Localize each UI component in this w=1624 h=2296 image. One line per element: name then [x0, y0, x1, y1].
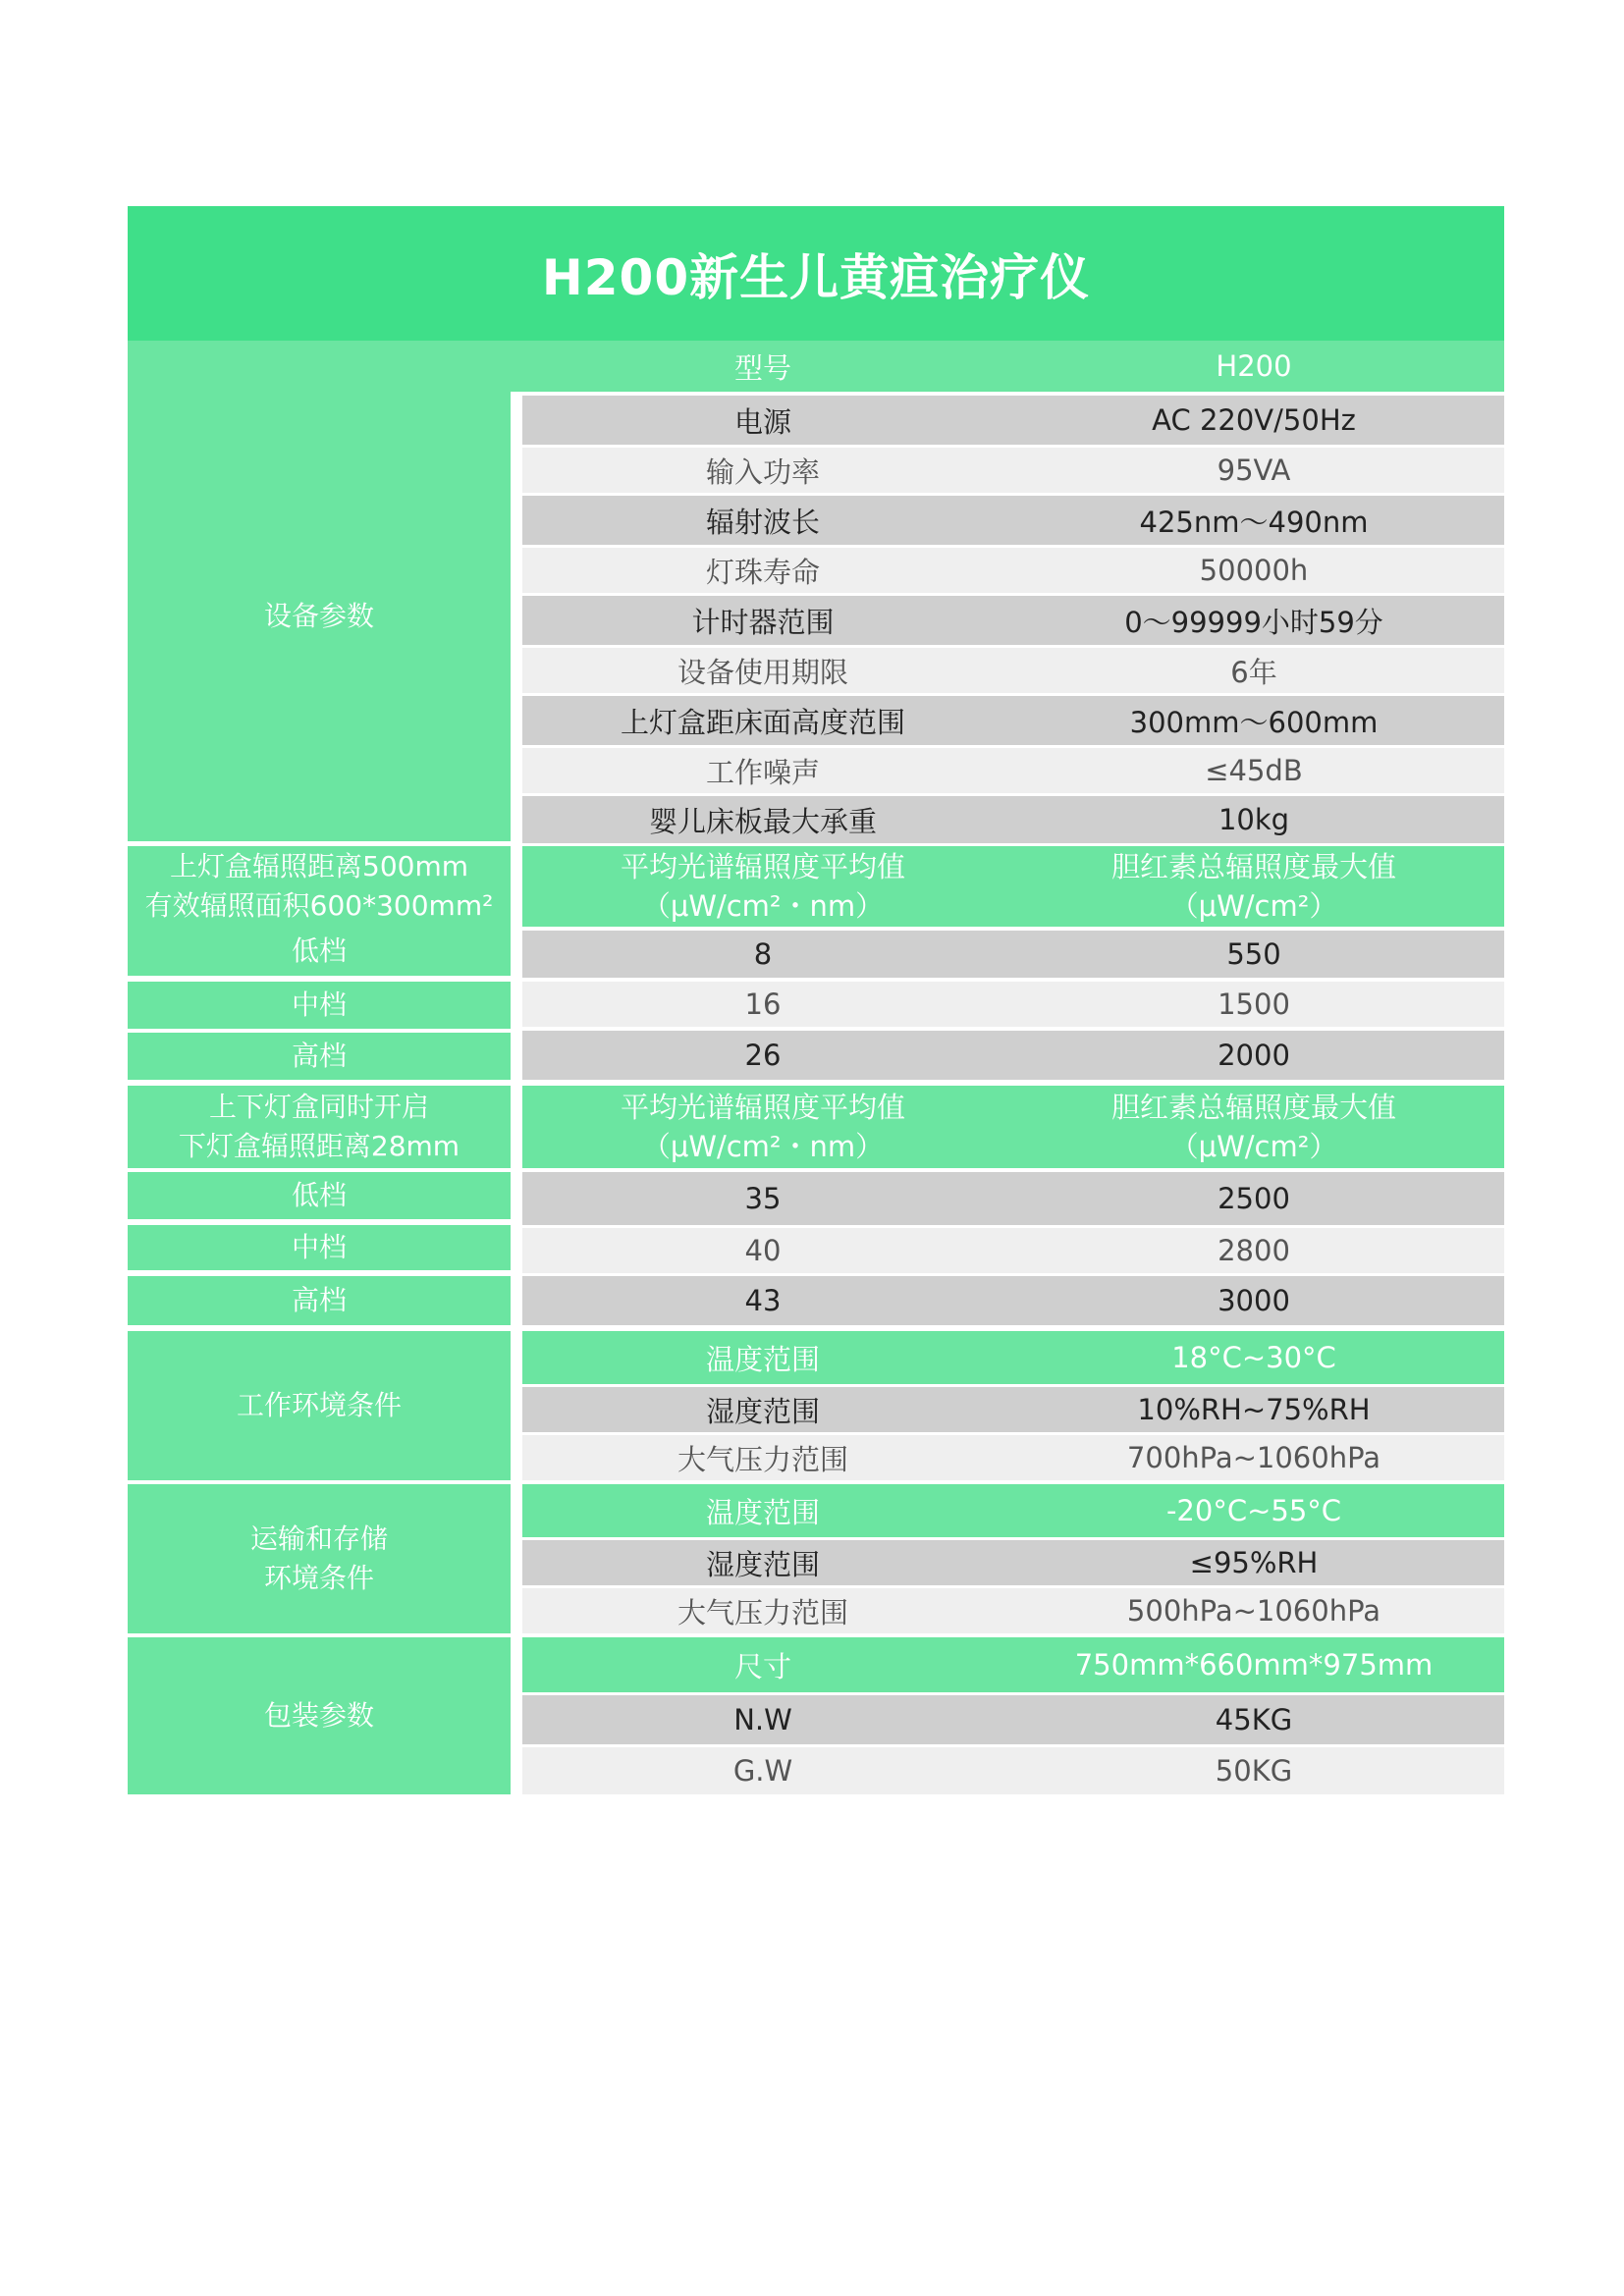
- table-row: [522, 448, 1504, 493]
- row-label: 工作噪声: [705, 755, 820, 789]
- irr2-col2-line1: 胆红素总辐照度最大值: [1110, 1091, 1396, 1124]
- row-value: 500hPa~1060hPa: [1126, 1594, 1381, 1628]
- row-label: 温度范围: [705, 1495, 820, 1529]
- row-value: 3000: [1218, 1284, 1290, 1317]
- row-value: ≤45dB: [1205, 754, 1303, 787]
- row-value: 550: [1226, 937, 1281, 971]
- row-label: 婴儿床板最大承重: [648, 804, 877, 838]
- group-device: [128, 392, 511, 841]
- table-row: [522, 1228, 1504, 1273]
- irr1-col2-line2: （μW/cm²）: [1169, 889, 1338, 923]
- page-title: H200新生儿黄疸治疗仪: [128, 206, 1504, 341]
- table-row: [522, 748, 1504, 793]
- model-label: 型号: [733, 350, 791, 385]
- level-label: 低档: [291, 1179, 347, 1211]
- spec-sheet: [128, 206, 1504, 1788]
- table-row: [522, 648, 1504, 693]
- row-value: 50KG: [1215, 1754, 1293, 1788]
- table-row: [522, 496, 1504, 545]
- row-label: N.W: [733, 1703, 792, 1736]
- table-row: [522, 1276, 1504, 1325]
- table-row: [522, 1588, 1504, 1633]
- row-label: 湿度范围: [705, 1394, 820, 1428]
- row-value: -20°C~55°C: [1165, 1494, 1342, 1527]
- row-value: 425nm～490nm: [1139, 505, 1369, 539]
- table-row: [522, 982, 1504, 1027]
- row-value: AC 220V/50Hz: [1152, 403, 1356, 437]
- row-value: 18°C~30°C: [1171, 1341, 1336, 1374]
- row-value: 700hPa~1060hPa: [1126, 1441, 1381, 1474]
- level-cell: [128, 1172, 511, 1219]
- table-row: [522, 1540, 1504, 1585]
- group-package: [128, 1637, 511, 1794]
- row-value: 6年: [1230, 655, 1277, 689]
- level-cell: [128, 1033, 511, 1080]
- row-label: 湿度范围: [705, 1547, 820, 1581]
- table-row: [522, 596, 1504, 645]
- row-value: 750mm*660mm*975mm: [1074, 1648, 1434, 1682]
- row-label: 大气压力范围: [677, 1595, 848, 1629]
- row-value: 95VA: [1217, 454, 1291, 487]
- group-irr2-line1: 上下灯盒同时开启: [208, 1091, 429, 1123]
- row-label: 辐射波长: [705, 505, 820, 539]
- model-row: [522, 341, 1504, 392]
- row-value: 40: [744, 1234, 782, 1267]
- group-transport-env: [128, 1484, 511, 1633]
- row-value: 1500: [1218, 988, 1290, 1021]
- irr2-col1-line1: 平均光谱辐照度平均值: [620, 1091, 905, 1124]
- row-value: 2000: [1218, 1039, 1290, 1072]
- irr1-header-row: [522, 846, 1504, 927]
- row-value: 0～99999小时59分: [1124, 605, 1383, 639]
- row-label: 输入功率: [705, 454, 820, 489]
- level-label: 中档: [291, 988, 347, 1021]
- row-label: 计时器范围: [691, 605, 835, 639]
- row-label: 电源: [733, 404, 791, 439]
- row-value: 10kg: [1218, 803, 1290, 836]
- row-value: 35: [744, 1182, 782, 1215]
- row-value: 300mm～600mm: [1129, 705, 1379, 739]
- irr1-col2-line1: 胆红素总辐照度最大值: [1110, 850, 1396, 883]
- irr2-col1-line2: （μW/cm²・nm）: [641, 1130, 885, 1163]
- row-value: 8: [753, 937, 773, 971]
- group-package-label: 包装参数: [263, 1699, 374, 1732]
- table-row: [522, 696, 1504, 745]
- row-label: 温度范围: [705, 1342, 820, 1376]
- group-irr2: [128, 1086, 511, 1168]
- level-label: 高档: [291, 1040, 347, 1072]
- row-label: 灯珠寿命: [705, 555, 820, 589]
- row-value: 10%RH~75%RH: [1137, 1393, 1371, 1426]
- table-row: [522, 548, 1504, 593]
- row-value: 45KG: [1215, 1703, 1293, 1736]
- table-row: [522, 396, 1504, 445]
- row-value: 16: [744, 988, 782, 1021]
- row-value: 2500: [1218, 1182, 1290, 1215]
- row-label: 设备使用期限: [677, 655, 848, 689]
- level-label: 高档: [291, 1284, 347, 1316]
- row-value: 43: [744, 1284, 782, 1317]
- row-value: 26: [744, 1039, 782, 1072]
- table-row: [522, 931, 1504, 978]
- irr2-header-row: [522, 1086, 1504, 1168]
- group-transport-line2: 环境条件: [263, 1562, 374, 1594]
- table-row: [522, 1484, 1504, 1537]
- table-row: [522, 1747, 1504, 1794]
- level-label: 中档: [291, 1231, 347, 1263]
- row-value: 50000h: [1199, 554, 1309, 587]
- group-irr2-line2: 下灯盒辐照距离28mm: [178, 1130, 460, 1162]
- table-row: [522, 796, 1504, 843]
- row-label: 尺寸: [733, 1649, 791, 1683]
- irr1-col1-line2: （μW/cm²・nm）: [641, 889, 885, 923]
- level-cell: [128, 982, 511, 1029]
- group-irr1: [128, 846, 511, 927]
- table-row: [522, 1435, 1504, 1480]
- table-row: [522, 1031, 1504, 1080]
- table-row: [522, 1331, 1504, 1384]
- table-row: [522, 1637, 1504, 1692]
- row-label: G.W: [732, 1754, 793, 1788]
- level-label: 低档: [291, 934, 347, 967]
- model-value: H200: [1216, 349, 1292, 383]
- group-work-env: [128, 1331, 511, 1480]
- row-value: ≤95%RH: [1189, 1546, 1319, 1579]
- group-transport-line1: 运输和存储: [249, 1522, 388, 1555]
- irr1-col1-line1: 平均光谱辐照度平均值: [620, 850, 905, 883]
- level-cell: [128, 1276, 511, 1325]
- row-label: 上灯盒距床面高度范围: [620, 705, 905, 739]
- group-device-label: 设备参数: [263, 600, 374, 632]
- row-label: 大气压力范围: [677, 1442, 848, 1476]
- level-cell: [128, 1225, 511, 1270]
- level-cell: [128, 927, 511, 976]
- table-row: [522, 1387, 1504, 1432]
- irr2-col2-line2: （μW/cm²）: [1169, 1130, 1338, 1163]
- group-work-env-label: 工作环境条件: [236, 1389, 402, 1421]
- group-irr1-line2: 有效辐照面积600*300mm²: [144, 889, 494, 922]
- table-row: [522, 1172, 1504, 1225]
- group-irr1-line1: 上灯盒辐照距离500mm: [170, 850, 468, 882]
- table-row: [522, 1695, 1504, 1744]
- row-value: 2800: [1218, 1234, 1290, 1267]
